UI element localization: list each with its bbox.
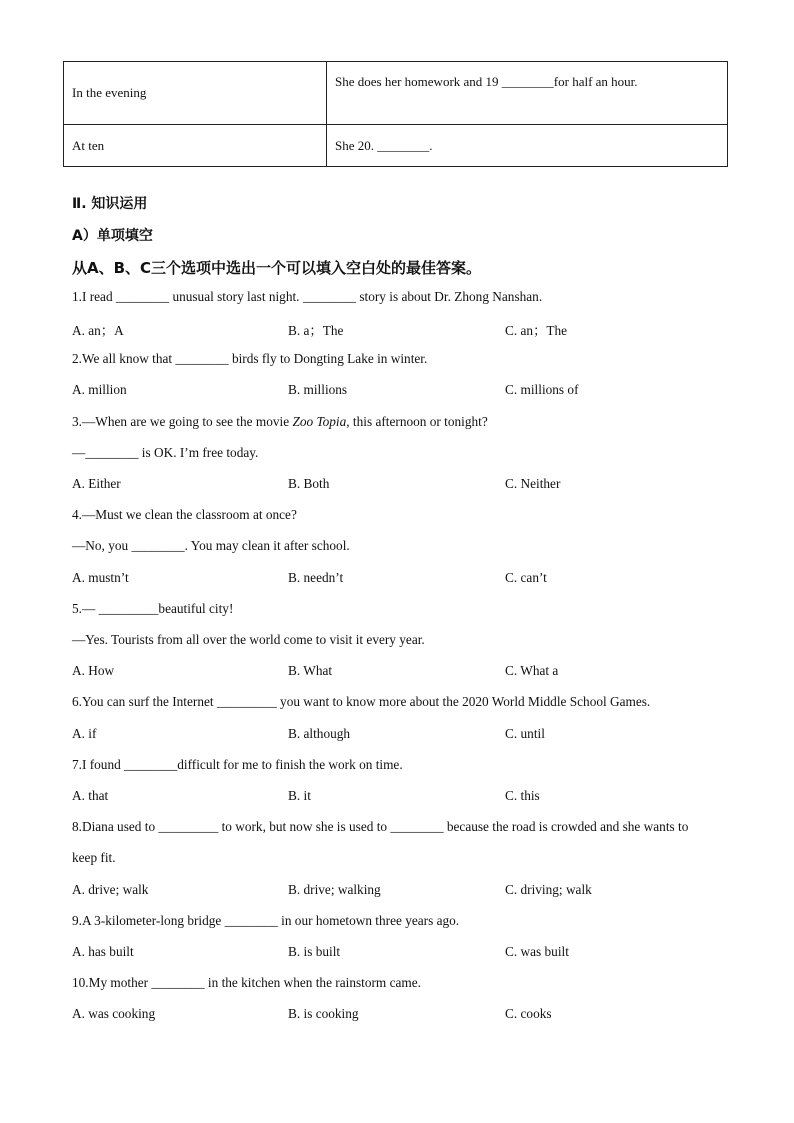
question-7-option-c: C. this	[505, 788, 540, 803]
question-5-option-a: A. How	[72, 663, 115, 678]
question-10-option-c: C. cooks	[505, 1006, 552, 1021]
question-4-reply: —No, you ________. You may clean it after school.	[72, 538, 350, 553]
question-8-option-b: B. drive; walking	[288, 882, 381, 897]
question-7-option-b: B. it	[288, 788, 311, 803]
table-row	[64, 125, 728, 167]
question-9-option-a: A. has built	[72, 944, 134, 959]
question-5-option-b: B. What	[288, 663, 333, 678]
time-cell: In the evening	[64, 62, 327, 125]
question-4-option-c: C. can’t	[505, 570, 547, 585]
question-3-text-a: 3.—When are we going to see the movie	[72, 414, 293, 429]
question-5-reply: —Yes. Tourists from all over the world come to visit it every year.	[72, 632, 425, 647]
question-6-text: 6.You can surf the Internet _________ you want to know more about the 2020 World Middle School Games.	[72, 694, 651, 709]
question-1-option-b: B. a；The	[288, 323, 344, 338]
question-10-option-b: B. is cooking	[288, 1006, 359, 1021]
movie-title: Zoo Topia	[292, 414, 347, 429]
question-10-option-a: A. was cooking	[72, 1006, 156, 1021]
activity-cell: She does her homework and 19 ________for half an hour.	[327, 62, 728, 125]
question-1-text: 1.I read ________ unusual story last night. ________ story is about Dr. Zhong Nanshan.	[72, 289, 543, 304]
section-subtitle: A）单项填空	[72, 228, 153, 244]
question-7-option-a: A. that	[72, 788, 109, 803]
section-title: Ⅱ. 知识运用	[72, 196, 148, 212]
question-5-option-c: C. What a	[505, 663, 559, 678]
question-2-option-c: C. millions of	[505, 382, 579, 397]
question-8-text: 8.Diana used to _________ to work, but now she is used to ________ because the road is crowded and she wants to	[72, 819, 689, 834]
question-3-text-b: , this afternoon or tonight?	[346, 414, 488, 429]
question-4-text: 4.—Must we clean the classroom at once?	[72, 507, 297, 522]
question-3-option-b: B. Both	[288, 476, 330, 491]
question-9-text: 9.A 3-kilometer-long bridge ________ in our hometown three years ago.	[72, 913, 460, 928]
question-1-option-c: C. an；The	[505, 323, 568, 338]
question-6-option-a: A. if	[72, 726, 97, 741]
question-7-text: 7.I found ________difficult for me to finish the work on time.	[72, 757, 403, 772]
question-1-option-a: A. an；A	[72, 323, 124, 338]
question-9-option-b: B. is built	[288, 944, 341, 959]
question-4-option-a: A. mustn’t	[72, 570, 129, 585]
question-3-option-a: A. Either	[72, 476, 121, 491]
time-cell: At ten	[64, 125, 327, 167]
question-5-text: 5.— _________beautiful city!	[72, 601, 234, 616]
question-8-option-a: A. drive; walk	[72, 882, 149, 897]
question-2-option-a: A. million	[72, 382, 127, 397]
question-3-reply: —________ is OK. I’m free today.	[72, 445, 259, 460]
table-row	[64, 62, 728, 125]
section-instruction: 从A、B、C三个选项中选出一个可以填入空白处的最佳答案。	[72, 259, 482, 277]
question-2-text: 2.We all know that ________ birds fly to Dongting Lake in winter.	[72, 351, 428, 366]
question-8-text-cont: keep fit.	[72, 850, 116, 865]
question-10-text: 10.My mother ________ in the kitchen when the rainstorm came.	[72, 975, 421, 990]
question-2-option-b: B. millions	[288, 382, 348, 397]
question-4-option-b: B. needn’t	[288, 570, 344, 585]
question-8-option-c: C. driving; walk	[505, 882, 592, 897]
schedule-table	[63, 61, 728, 167]
question-6-option-b: B. although	[288, 726, 351, 741]
question-3-text	[72, 414, 488, 430]
question-6-option-c: C. until	[505, 726, 545, 741]
activity-cell: She 20. ________.	[327, 125, 728, 167]
question-3-option-c: C. Neither	[505, 476, 561, 491]
question-9-option-c: C. was built	[505, 944, 569, 959]
